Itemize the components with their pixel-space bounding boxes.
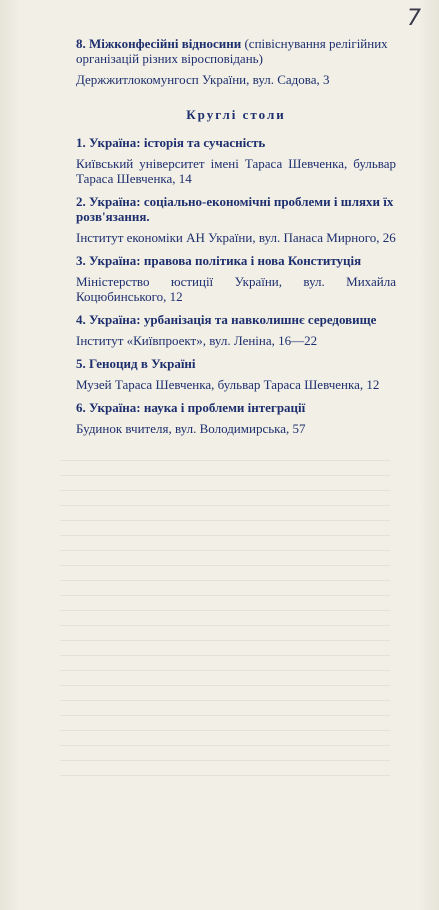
- round-table-title: 2. Україна: соціально-економічні проблеми і шляхи їх розв'язання.: [76, 194, 394, 224]
- section-title: Круглі столи: [186, 107, 286, 122]
- round-table-item: [76, 253, 396, 304]
- round-table-item: [76, 135, 396, 186]
- round-table-place: Міністерство юстиції України, вул. Михайла Коцюбинського, 12: [76, 274, 396, 304]
- bleed-through-text: [60, 460, 390, 790]
- round-table-place: Київський університет імені Тараса Шевченка, бульвар Тараса Шевченка, 14: [76, 156, 396, 186]
- round-table-title: 4. Україна: урбанізація та навколишнє середовище: [76, 312, 377, 327]
- round-tables-list: [76, 135, 396, 436]
- round-table-title: 1. Україна: історія та сучасність: [76, 135, 266, 150]
- item-title: [76, 36, 396, 66]
- item-title-rest: (співіснування релігійних організацій різних віросповідань): [76, 36, 388, 66]
- program-content: [76, 36, 396, 444]
- round-table-place: Музей Тараса Шевченка, бульвар Тараса Шевченка, 12: [76, 377, 380, 392]
- interfaith-item: [76, 36, 396, 87]
- item-place: Держжитлокомунгосп України, вул. Садова, 3: [76, 72, 330, 87]
- item-title-bold: 8. Міжконфесійні відносини: [76, 36, 242, 51]
- round-table-item: [76, 356, 396, 392]
- page-number: 7: [407, 6, 421, 31]
- round-table-item: [76, 312, 396, 348]
- round-table-title: 3. Україна: правова політика і нова Конституція: [76, 253, 362, 268]
- round-table-title: 5. Геноцид в Україні: [76, 356, 196, 371]
- round-table-place: Інститут економіки АН України, вул. Панаса Мирного, 26: [76, 230, 396, 245]
- round-table-place: Інститут «Київпроект», вул. Леніна, 16—22: [76, 333, 318, 348]
- round-table-item: [76, 194, 396, 245]
- round-table-title: 6. Україна: наука і проблеми інтеграції: [76, 400, 306, 415]
- round-table-item: [76, 400, 396, 436]
- round-table-place: Будинок вчителя, вул. Володимирська, 57: [76, 421, 306, 436]
